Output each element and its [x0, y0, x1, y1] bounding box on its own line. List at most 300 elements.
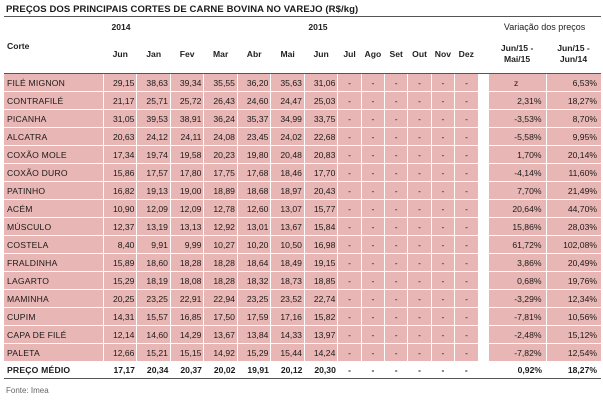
price-cell: -	[431, 128, 454, 146]
price-cell: 15,29	[237, 344, 270, 362]
variation-cell: 20,14%	[546, 146, 601, 164]
price-cell: -	[408, 200, 431, 218]
gap-cell	[478, 362, 488, 379]
table-row	[4, 74, 601, 92]
price-cell: -	[361, 308, 384, 326]
variation-cell: 2,31%	[488, 92, 546, 110]
price-cell: -	[455, 164, 478, 182]
price-cell: -	[338, 290, 361, 308]
price-cell: -	[431, 344, 454, 362]
price-cell: 22,91	[170, 290, 203, 308]
price-cell: -	[361, 74, 384, 92]
price-cell: 25,03	[304, 92, 337, 110]
table-row	[4, 290, 601, 308]
price-cell: 15,89	[103, 254, 136, 272]
price-cell: -	[338, 254, 361, 272]
price-cell: 23,52	[271, 290, 305, 308]
gap-cell	[478, 200, 488, 218]
price-cell: -	[338, 74, 361, 92]
price-cell: -	[338, 236, 361, 254]
price-cell: -	[408, 164, 431, 182]
variation-cell: -4,14%	[488, 164, 546, 182]
month-header: Mar	[204, 34, 237, 74]
variation-cell: 15,86%	[488, 218, 546, 236]
price-cell: 10,50	[271, 236, 305, 254]
price-cell: -	[338, 200, 361, 218]
price-cell: 16,85	[170, 308, 203, 326]
price-cell: 18,46	[271, 164, 305, 182]
price-cell: -	[361, 218, 384, 236]
price-cell: 17,68	[237, 164, 270, 182]
cut-name: PICANHA	[4, 110, 103, 128]
gap-cell	[478, 110, 488, 128]
variation-cell: 15,12%	[546, 326, 601, 344]
price-cell: 20,23	[204, 146, 237, 164]
price-cell: 15,29	[103, 272, 136, 290]
month-header: Fev	[170, 34, 203, 74]
price-cell: -	[338, 164, 361, 182]
price-cell: -	[385, 146, 408, 164]
price-cell: 19,74	[137, 146, 170, 164]
variation-cell: -2,48%	[488, 326, 546, 344]
price-cell: 25,71	[137, 92, 170, 110]
title-rule	[4, 16, 601, 17]
table-row	[4, 272, 601, 290]
price-cell: -	[431, 326, 454, 344]
table-row	[4, 236, 601, 254]
header-corte: Corte	[4, 19, 103, 74]
price-cell: -	[431, 308, 454, 326]
variation-cell: 18,27%	[546, 362, 601, 379]
price-cell: -	[455, 200, 478, 218]
price-cell: -	[338, 272, 361, 290]
price-cell: 34,99	[271, 110, 305, 128]
cut-name: COXÃO MOLE	[4, 146, 103, 164]
price-cell: -	[455, 290, 478, 308]
price-cell: -	[385, 254, 408, 272]
price-cell: -	[431, 272, 454, 290]
price-cell: 20,30	[304, 362, 337, 379]
variation-cell: 61,72%	[488, 236, 546, 254]
gap-cell	[478, 182, 488, 200]
cut-name: ALCATRA	[4, 128, 103, 146]
price-cell: 33,75	[304, 110, 337, 128]
price-cell: -	[455, 146, 478, 164]
price-cell: -	[408, 146, 431, 164]
gap-cell	[478, 74, 488, 92]
price-cell: -	[408, 74, 431, 92]
price-cell: 24,60	[237, 92, 270, 110]
price-cell: -	[338, 218, 361, 236]
gap-cell	[478, 92, 488, 110]
variation-cell: 18,27%	[546, 92, 601, 110]
variation-cell: -7,81%	[488, 308, 546, 326]
price-cell: 19,00	[170, 182, 203, 200]
header-variacao: Variação dos preços	[503, 21, 586, 32]
price-cell: 29,15	[103, 74, 136, 92]
price-cell: 18,89	[204, 182, 237, 200]
price-cell: -	[361, 344, 384, 362]
cut-name: PALETA	[4, 344, 103, 362]
price-cell: 20,48	[271, 146, 305, 164]
price-cell: 12,09	[170, 200, 203, 218]
price-cell: -	[338, 128, 361, 146]
table-row	[4, 128, 601, 146]
price-cell: 17,70	[304, 164, 337, 182]
variation-cell: 7,70%	[488, 182, 546, 200]
variation-cell: -5,58%	[488, 128, 546, 146]
table-row	[4, 326, 601, 344]
price-cell: 18,73	[271, 272, 305, 290]
price-cell: 35,55	[204, 74, 237, 92]
gap-cell	[478, 146, 488, 164]
price-cell: -	[408, 362, 431, 379]
price-cell: -	[455, 344, 478, 362]
price-cell: 22,74	[304, 290, 337, 308]
price-cell: 39,34	[170, 74, 203, 92]
price-cell: 17,34	[103, 146, 136, 164]
price-cell: 19,91	[237, 362, 270, 379]
price-cell: 26,43	[204, 92, 237, 110]
variation-cell: 102,08%	[546, 236, 601, 254]
header-year-2014: 2014	[111, 21, 131, 32]
price-cell: 16,82	[103, 182, 136, 200]
price-cell: 18,64	[237, 254, 270, 272]
price-cell: 19,15	[304, 254, 337, 272]
price-cell: -	[408, 92, 431, 110]
price-cell: 12,60	[237, 200, 270, 218]
price-cell: 14,31	[103, 308, 136, 326]
price-cell: 14,60	[137, 326, 170, 344]
price-cell: 15,21	[137, 344, 170, 362]
variation-cell: -7,82%	[488, 344, 546, 362]
gap-cell	[478, 236, 488, 254]
price-cell: -	[431, 110, 454, 128]
month-header: Nov	[431, 34, 454, 74]
price-cell: 12,92	[204, 218, 237, 236]
month-header: Dez	[455, 34, 478, 74]
price-cell: 15,86	[103, 164, 136, 182]
cut-name: FRALDINHA	[4, 254, 103, 272]
price-cell: 31,06	[304, 74, 337, 92]
variation-header: Jun/15 - Jun/14	[546, 34, 601, 74]
price-cell: 15,57	[137, 308, 170, 326]
price-cell: 18,19	[137, 272, 170, 290]
price-cell: -	[385, 200, 408, 218]
price-cell: 18,08	[170, 272, 203, 290]
price-cell: 18,85	[304, 272, 337, 290]
price-cell: -	[361, 272, 384, 290]
gap-cell	[478, 164, 488, 182]
price-cell: 17,57	[137, 164, 170, 182]
header-gap	[478, 34, 488, 74]
month-header: Jul	[338, 34, 361, 74]
variation-cell: 8,70%	[546, 110, 601, 128]
price-cell: -	[385, 362, 408, 379]
price-cell: 12,37	[103, 218, 136, 236]
variation-cell: 44,70%	[546, 200, 601, 218]
price-cell: 8,40	[103, 236, 136, 254]
price-cell: 20,43	[304, 182, 337, 200]
price-cell: 23,25	[237, 290, 270, 308]
price-cell: 14,92	[204, 344, 237, 362]
price-cell: -	[338, 110, 361, 128]
price-cell: 10,90	[103, 200, 136, 218]
variation-cell: 20,49%	[546, 254, 601, 272]
month-header: Mai	[271, 34, 305, 74]
price-cell: -	[385, 308, 408, 326]
price-cell: 36,20	[237, 74, 270, 92]
price-cell: -	[431, 218, 454, 236]
price-cell: 18,28	[204, 272, 237, 290]
price-cell: 20,25	[103, 290, 136, 308]
price-cell: -	[431, 290, 454, 308]
table-row	[4, 164, 601, 182]
price-cell: -	[455, 92, 478, 110]
price-cell: -	[431, 200, 454, 218]
price-cell: 18,32	[237, 272, 270, 290]
price-cell: 12,78	[204, 200, 237, 218]
cut-name: ACÉM	[4, 200, 103, 218]
month-header: Jun	[304, 34, 337, 74]
price-cell: -	[385, 74, 408, 92]
table-row	[4, 218, 601, 236]
variation-cell: 20,64%	[488, 200, 546, 218]
price-cell: -	[431, 74, 454, 92]
price-cell: 24,11	[170, 128, 203, 146]
table-row	[4, 308, 601, 326]
price-cell: -	[385, 218, 408, 236]
cut-name: MÚSCULO	[4, 218, 103, 236]
price-cell: 20,02	[204, 362, 237, 379]
price-cell: 24,47	[271, 92, 305, 110]
price-cell: -	[431, 254, 454, 272]
price-cell: -	[361, 164, 384, 182]
price-cell: -	[408, 236, 431, 254]
price-cell: 35,37	[237, 110, 270, 128]
price-cell: -	[385, 326, 408, 344]
cut-name: MAMINHA	[4, 290, 103, 308]
price-cell: -	[361, 182, 384, 200]
variation-cell: 19,76%	[546, 272, 601, 290]
cut-name: COSTELA	[4, 236, 103, 254]
price-cell: 25,72	[170, 92, 203, 110]
price-cell: -	[385, 182, 408, 200]
cut-name: PATINHO	[4, 182, 103, 200]
price-cell: -	[361, 236, 384, 254]
gap-cell	[478, 254, 488, 272]
price-cell: 13,67	[271, 218, 305, 236]
variation-cell: z	[488, 74, 546, 92]
price-cell: -	[408, 254, 431, 272]
price-cell: -	[408, 218, 431, 236]
price-cell: 10,27	[204, 236, 237, 254]
price-cell: -	[408, 182, 431, 200]
price-cell: 9,91	[137, 236, 170, 254]
price-cell: -	[338, 182, 361, 200]
header-year-2015: 2015	[308, 21, 328, 32]
price-cell: -	[455, 74, 478, 92]
cut-name: LAGARTO	[4, 272, 103, 290]
price-cell: 18,68	[237, 182, 270, 200]
price-cell: -	[431, 236, 454, 254]
variation-cell: 3,86%	[488, 254, 546, 272]
cut-name: COXÃO DURO	[4, 164, 103, 182]
month-header: Jun	[103, 34, 136, 74]
gap-cell	[478, 272, 488, 290]
price-cell: -	[361, 362, 384, 379]
month-header: Abr	[237, 34, 270, 74]
price-cell: -	[385, 164, 408, 182]
price-cell: -	[361, 92, 384, 110]
price-cell: 12,09	[137, 200, 170, 218]
price-cell: -	[455, 272, 478, 290]
price-cell: 10,20	[237, 236, 270, 254]
price-cell: -	[408, 272, 431, 290]
price-cell: -	[455, 218, 478, 236]
price-cell: 18,28	[170, 254, 203, 272]
variation-cell: 28,03%	[546, 218, 601, 236]
price-cell: 18,60	[137, 254, 170, 272]
price-cell: 19,13	[137, 182, 170, 200]
variation-cell: 1,70%	[488, 146, 546, 164]
price-cell: 17,16	[271, 308, 305, 326]
price-cell: 38,91	[170, 110, 203, 128]
gap-cell	[478, 308, 488, 326]
price-cell: -	[361, 200, 384, 218]
price-cell: 15,15	[170, 344, 203, 362]
price-cell: 19,80	[237, 146, 270, 164]
gap-cell	[478, 344, 488, 362]
table-row	[4, 182, 601, 200]
price-cell: 18,97	[271, 182, 305, 200]
price-cell: 13,07	[271, 200, 305, 218]
price-cell: 24,08	[204, 128, 237, 146]
variation-cell: 12,34%	[546, 290, 601, 308]
price-cell: 18,49	[271, 254, 305, 272]
table-body	[4, 74, 601, 379]
price-cell: 39,53	[137, 110, 170, 128]
price-cell: -	[385, 128, 408, 146]
price-cell: -	[385, 110, 408, 128]
price-cell: 20,12	[271, 362, 305, 379]
gap-cell	[478, 128, 488, 146]
price-cell: 15,77	[304, 200, 337, 218]
variation-cell: 11,60%	[546, 164, 601, 182]
cut-name: CAPA DE FILÉ	[4, 326, 103, 344]
price-cell: 22,68	[304, 128, 337, 146]
price-cell: 21,17	[103, 92, 136, 110]
month-header: Out	[408, 34, 431, 74]
variation-cell: 9,95%	[546, 128, 601, 146]
table-row	[4, 110, 601, 128]
price-cell: 15,44	[271, 344, 305, 362]
price-cell: -	[361, 326, 384, 344]
price-cell: 9,99	[170, 236, 203, 254]
price-cell: -	[385, 92, 408, 110]
table-title: PREÇOS DOS PRINCIPAIS CORTES DE CARNE BOVINA NO VAREJO (R$/kg)	[6, 4, 359, 15]
price-cell: 20,37	[170, 362, 203, 379]
price-cell: 13,19	[137, 218, 170, 236]
month-header: Jan	[137, 34, 170, 74]
price-cell: -	[408, 290, 431, 308]
price-cell: -	[455, 362, 478, 379]
variation-cell: 12,54%	[546, 344, 601, 362]
variation-cell: 21,49%	[546, 182, 601, 200]
price-cell: 23,45	[237, 128, 270, 146]
price-cell: -	[408, 110, 431, 128]
price-cell: 20,83	[304, 146, 337, 164]
variation-cell: 0,68%	[488, 272, 546, 290]
price-cell: 12,14	[103, 326, 136, 344]
price-cell: -	[408, 308, 431, 326]
variation-cell: -3,53%	[488, 110, 546, 128]
price-cell: -	[338, 308, 361, 326]
price-cell: 24,02	[271, 128, 305, 146]
price-cell: -	[338, 146, 361, 164]
price-cell: -	[408, 128, 431, 146]
gap-cell	[478, 326, 488, 344]
price-table	[4, 19, 601, 379]
month-header: Ago	[361, 34, 384, 74]
price-cell: -	[361, 146, 384, 164]
variation-cell: 6,53%	[546, 74, 601, 92]
price-cell: -	[361, 254, 384, 272]
price-cell: 12,66	[103, 344, 136, 362]
price-cell: 13,67	[204, 326, 237, 344]
price-cell: 17,50	[204, 308, 237, 326]
month-header: Set	[385, 34, 408, 74]
price-cell: 36,24	[204, 110, 237, 128]
price-cell: 19,58	[170, 146, 203, 164]
price-cell: 15,84	[304, 218, 337, 236]
price-cell: -	[431, 164, 454, 182]
price-cell: 20,34	[137, 362, 170, 379]
price-cell: 13,13	[170, 218, 203, 236]
price-cell: 14,29	[170, 326, 203, 344]
price-cell: -	[338, 326, 361, 344]
price-cell: 13,84	[237, 326, 270, 344]
price-cell: -	[408, 326, 431, 344]
price-cell: 22,94	[204, 290, 237, 308]
price-cell: 13,97	[304, 326, 337, 344]
price-cell: -	[385, 290, 408, 308]
price-cell: 31,05	[103, 110, 136, 128]
price-cell: -	[431, 182, 454, 200]
price-cell: 17,80	[170, 164, 203, 182]
cut-name: CONTRAFILÉ	[4, 92, 103, 110]
table-row	[4, 92, 601, 110]
variation-cell: 10,56%	[546, 308, 601, 326]
price-cell: -	[338, 92, 361, 110]
price-cell: 17,75	[204, 164, 237, 182]
price-cell: -	[361, 290, 384, 308]
variation-cell: -3,29%	[488, 290, 546, 308]
price-cell: -	[455, 254, 478, 272]
source-note: Fonte: Imea	[6, 386, 49, 395]
price-cell: -	[385, 236, 408, 254]
price-cell: 35,63	[271, 74, 305, 92]
price-cell: 17,17	[103, 362, 136, 379]
table-row	[4, 200, 601, 218]
price-cell: -	[385, 344, 408, 362]
price-cell: -	[431, 92, 454, 110]
gap-cell	[478, 218, 488, 236]
price-cell: 18,28	[204, 254, 237, 272]
price-cell: -	[385, 272, 408, 290]
price-cell: -	[408, 344, 431, 362]
cut-name: PREÇO MÉDIO	[4, 362, 103, 379]
